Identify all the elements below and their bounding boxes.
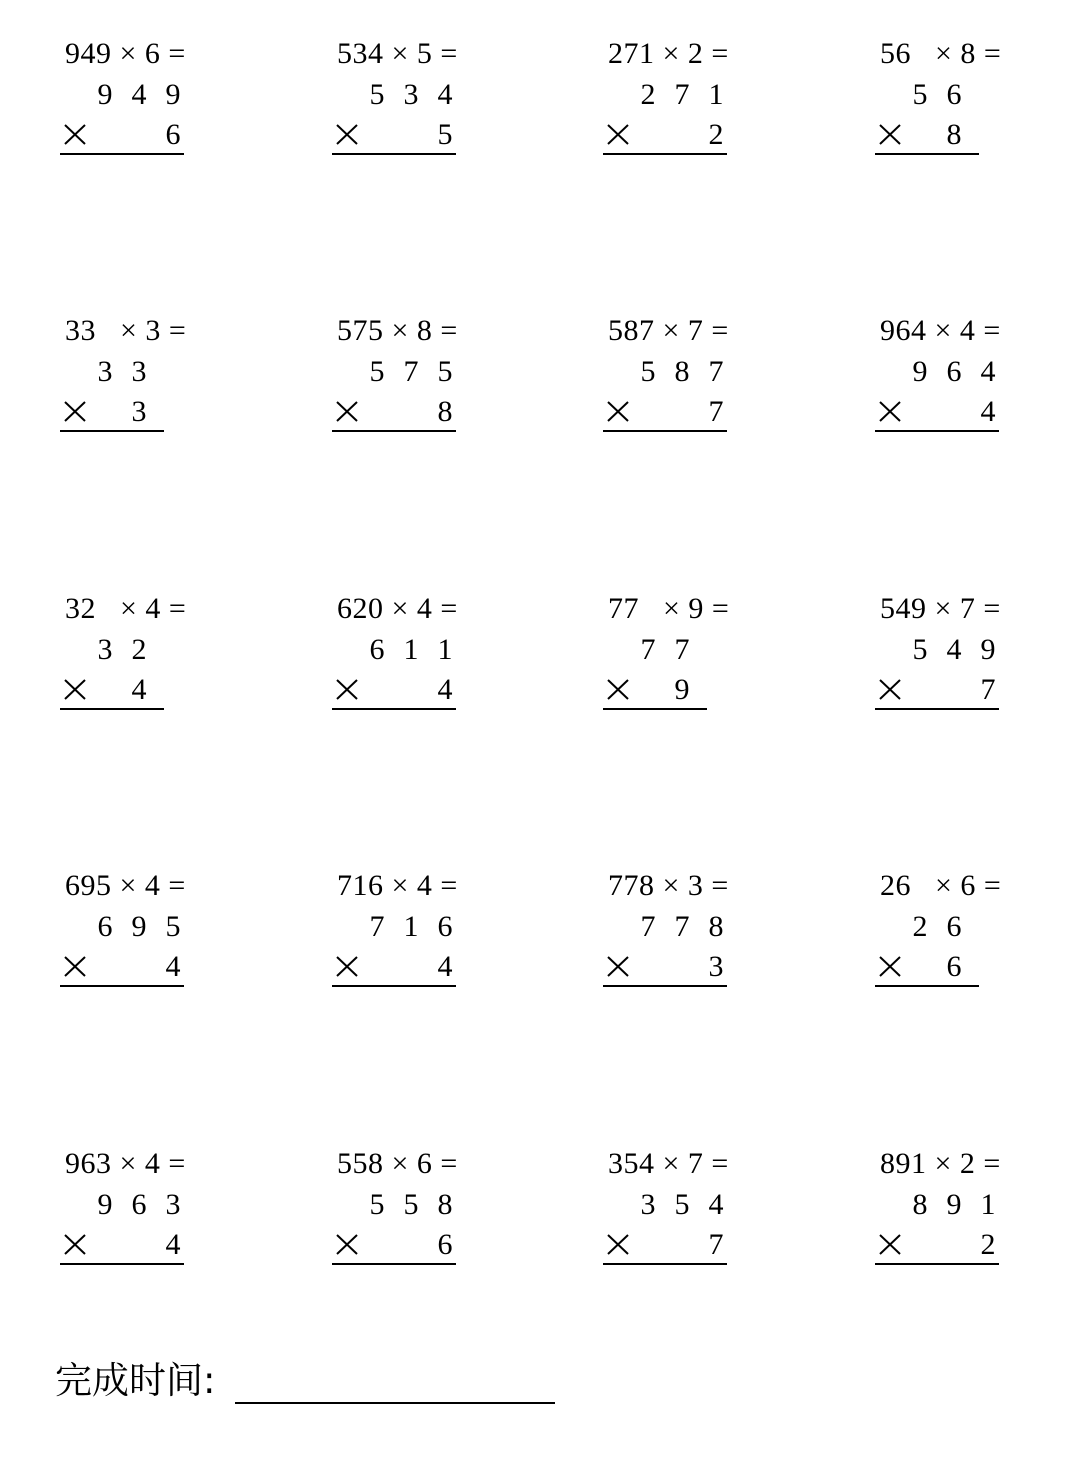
answer-line [332,153,456,155]
answer-line [875,985,979,987]
multiplicand-digit: 6 [369,633,385,666]
multiplication-problem [603,593,783,713]
multiplier-digits [603,673,733,707]
problem-equation: 354 × 7 = [608,1147,729,1180]
multiplicand-digit: 1 [708,78,724,111]
problem-equation: 587 × 7 = [608,314,729,347]
multiplicand-digits [603,633,733,667]
multiplication-problem [603,315,783,435]
multiplier-digits [60,673,190,707]
multiplier-digits [60,1228,190,1262]
multiplicand-digit: 9 [946,1188,962,1221]
multiplicand-digit: 6 [946,355,962,388]
multiplicand-digit: 5 [369,1188,385,1221]
multiplier-digit: 3 [708,950,724,983]
multiplication-problem [332,38,512,158]
multiplication-problem [603,1148,783,1268]
multiplicand-digits [60,355,190,389]
multiplier-digits [875,118,1005,152]
multiplier-digit: 4 [165,950,181,983]
problem-equation: 26 × 6 = [880,869,1002,902]
multiplication-problem [332,593,512,713]
problem-equation: 620 × 4 = [337,592,458,625]
multiplier-digits [875,950,1005,984]
multiplier-digit: 6 [437,1228,453,1261]
multiplication-problem [603,38,783,158]
multiplicand-digit: 1 [403,910,419,943]
answer-line [875,1263,999,1265]
multiplicand-digits [332,355,462,389]
multiplier-digits [603,395,733,429]
answer-line [60,153,184,155]
multiplicand-digits [332,633,462,667]
multiplicand-digits [332,910,462,944]
multiplier-digit: 2 [980,1228,996,1261]
answer-line [603,153,727,155]
multiplier-digit: 4 [437,950,453,983]
multiplier-digits [60,950,190,984]
multiplier-digits [332,395,462,429]
answer-line [603,430,727,432]
problem-equation: 716 × 4 = [337,869,458,902]
multiplicand-digit: 6 [946,78,962,111]
multiplicand-digit: 8 [912,1188,928,1221]
multiplication-problem [60,1148,240,1268]
multiplier-digit: 9 [674,673,690,706]
multiplier-digit: 7 [980,673,996,706]
multiplication-problem [332,315,512,435]
multiplier-digit: 8 [946,118,962,151]
multiplicand-digit: 3 [131,355,147,388]
multiplicand-digit: 1 [403,633,419,666]
problem-equation: 964 × 4 = [880,314,1001,347]
multiplier-digits [875,395,1005,429]
multiplicand-digits [603,1188,733,1222]
multiplicand-digit: 5 [403,1188,419,1221]
multiplicand-digits [60,78,190,112]
multiplicand-digit: 9 [97,78,113,111]
multiplicand-digits [875,78,1005,112]
problem-equation: 549 × 7 = [880,592,1001,625]
multiplier-digit: 6 [165,118,181,151]
multiplication-problem [332,1148,512,1268]
answer-line [603,708,707,710]
multiplicand-digit: 9 [97,1188,113,1221]
multiplicand-digit: 8 [437,1188,453,1221]
multiplier-digit: 3 [131,395,147,428]
multiplier-digits [332,950,462,984]
multiplicand-digit: 3 [640,1188,656,1221]
multiplicand-digit: 5 [369,78,385,111]
multiplicand-digit: 5 [369,355,385,388]
multiplicand-digits [332,78,462,112]
multiplicand-digit: 4 [980,355,996,388]
multiplier-digits [603,950,733,984]
multiplicand-digit: 3 [165,1188,181,1221]
multiplier-digits [332,118,462,152]
multiplicand-digit: 5 [912,633,928,666]
multiplier-digit: 5 [437,118,453,151]
answer-line [875,708,999,710]
answer-line [332,708,456,710]
multiplicand-digit: 7 [674,633,690,666]
multiplicand-digits [603,910,733,944]
multiplier-digit: 2 [708,118,724,151]
answer-line [332,430,456,432]
multiplicand-digits [332,1188,462,1222]
multiplicand-digit: 7 [403,355,419,388]
multiplier-digits [332,673,462,707]
multiplication-problem [60,38,240,158]
multiplicand-digit: 9 [131,910,147,943]
multiplier-digits [60,118,190,152]
problem-equation: 695 × 4 = [65,869,186,902]
problem-equation: 558 × 6 = [337,1147,458,1180]
answer-line [60,430,164,432]
multiplicand-digit: 7 [674,910,690,943]
multiplicand-digit: 8 [708,910,724,943]
multiplicand-digit: 3 [403,78,419,111]
multiplier-digit: 8 [437,395,453,428]
answer-line [332,1263,456,1265]
problem-equation: 963 × 4 = [65,1147,186,1180]
multiplicand-digit: 2 [912,910,928,943]
problem-equation: 77 × 9 = [608,592,730,625]
multiplicand-digit: 4 [946,633,962,666]
multiplier-digit: 4 [437,673,453,706]
multiplier-digits [603,118,733,152]
multiplicand-digits [603,78,733,112]
multiplier-digits [875,1228,1005,1262]
multiplicand-digit: 9 [980,633,996,666]
answer-line [875,153,979,155]
answer-line [332,985,456,987]
multiplicand-digit: 5 [912,78,928,111]
multiplier-digits [60,395,190,429]
multiplication-problem [875,38,1055,158]
multiplicand-digit: 2 [640,78,656,111]
multiplier-digit: 7 [708,1228,724,1261]
multiplier-digit: 6 [946,950,962,983]
multiplication-problem [875,315,1055,435]
multiplicand-digit: 8 [674,355,690,388]
multiplicand-digit: 5 [437,355,453,388]
multiplicand-digit: 9 [912,355,928,388]
completion-time-label: 完成时间: [55,1359,216,1402]
answer-line [603,1263,727,1265]
answer-line [603,985,727,987]
multiplier-digit: 4 [131,673,147,706]
multiplicand-digit: 1 [980,1188,996,1221]
problem-equation: 271 × 2 = [608,37,729,70]
multiplier-digits [875,673,1005,707]
multiplicand-digit: 5 [165,910,181,943]
multiplication-problem [875,1148,1055,1268]
multiplicand-digit: 4 [708,1188,724,1221]
multiplicand-digit: 6 [946,910,962,943]
multiplicand-digit: 9 [165,78,181,111]
multiplication-problem [60,870,240,990]
multiplier-digits [603,1228,733,1262]
multiplication-problem [60,315,240,435]
multiplication-problem [875,593,1055,713]
multiplicand-digits [60,633,190,667]
multiplicand-digits [875,355,1005,389]
completion-time-blank[interactable] [235,1402,555,1404]
multiplicand-digit: 7 [640,910,656,943]
multiplicand-digit: 3 [97,355,113,388]
multiplicand-digit: 1 [437,633,453,666]
multiplicand-digit: 5 [640,355,656,388]
multiplicand-digit: 2 [131,633,147,666]
multiplicand-digit: 6 [131,1188,147,1221]
multiplier-digit: 4 [165,1228,181,1261]
problem-equation: 56 × 8 = [880,37,1002,70]
multiplier-digits [332,1228,462,1262]
multiplication-problem [60,593,240,713]
multiplicand-digit: 3 [97,633,113,666]
multiplicand-digit: 7 [369,910,385,943]
answer-line [875,430,999,432]
answer-line [60,708,164,710]
multiplicand-digit: 7 [708,355,724,388]
multiplicand-digits [875,910,1005,944]
problem-equation: 575 × 8 = [337,314,458,347]
problem-equation: 891 × 2 = [880,1147,1001,1180]
problem-equation: 33 × 3 = [65,314,187,347]
multiplicand-digits [60,1188,190,1222]
multiplication-problem [875,870,1055,990]
multiplicand-digits [60,910,190,944]
multiplier-digit: 4 [980,395,996,428]
multiplicand-digits [875,1188,1005,1222]
multiplicand-digit: 7 [674,78,690,111]
multiplicand-digit: 4 [437,78,453,111]
problem-equation: 32 × 4 = [65,592,187,625]
multiplicand-digits [875,633,1005,667]
multiplication-problem [332,870,512,990]
multiplier-digit: 7 [708,395,724,428]
multiplicand-digit: 6 [97,910,113,943]
problem-equation: 949 × 6 = [65,37,186,70]
problem-equation: 534 × 5 = [337,37,458,70]
problem-equation: 778 × 3 = [608,869,729,902]
multiplicand-digit: 6 [437,910,453,943]
multiplicand-digit: 5 [674,1188,690,1221]
answer-line [60,985,184,987]
answer-line [60,1263,184,1265]
multiplication-problem [603,870,783,990]
multiplicand-digits [603,355,733,389]
multiplicand-digit: 4 [131,78,147,111]
multiplicand-digit: 7 [640,633,656,666]
